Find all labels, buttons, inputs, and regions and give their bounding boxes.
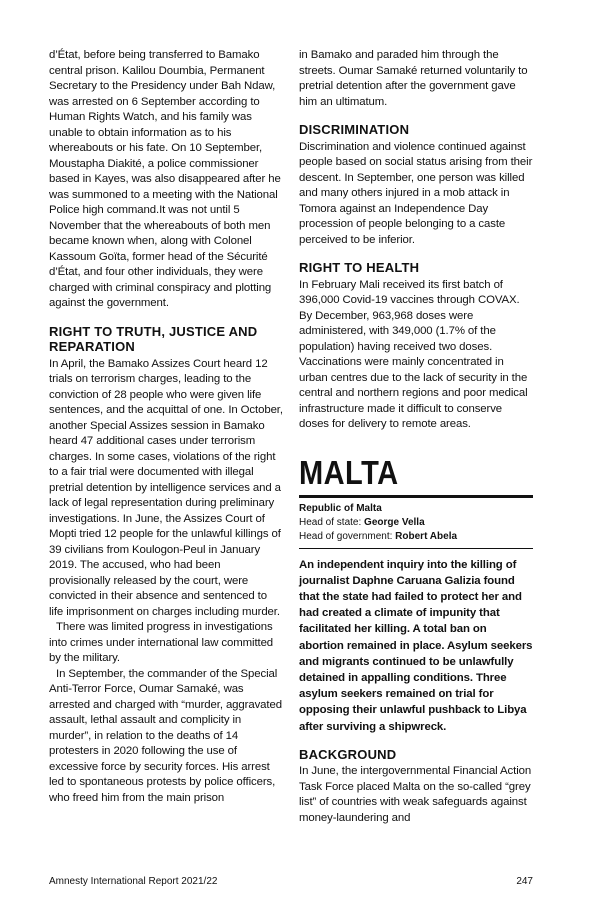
left-column [49, 48, 283, 806]
divider [299, 548, 533, 549]
body-paragraph: in Bamako and paraded him through the streets. Oumar Samaké returned voluntarily to pretrial detention after the government gave him an ultimatum. [299, 49, 528, 108]
country-title: MALTA [299, 453, 399, 491]
right-column [299, 48, 533, 826]
body-paragraph: In February Mali received its first batch of 396,000 Covid-19 vaccines through COVAX. By December, 963,968 doses were administered, with 349,000 (1.7% of the population) having received two doses. Vaccinations were mainly concentrated in urban centres due to the lack of security in the central and northern regions and poor medical infrastructure made it difficult to conserve doses for delivery to remote areas. [299, 278, 528, 430]
body-paragraph: There was limited progress in investigations into crimes under international law committed by the military. [49, 621, 274, 664]
head-of-government-label: Head of government: [299, 530, 393, 542]
footer-report-title: Amnesty International Report 2021/22 [49, 876, 218, 887]
body-paragraph: d’État, before being transferred to Bamako central prison. Kalilou Doumbia, Permanent Secretary to the Presidency under Bah Ndaw, was arrested on 6 September according to Human Rights Watch, and his family was unable to obtain information as to his whereabouts or his fate. On 10 September, Moustapha Diakité, a police commissioner based in Kayes, was also disappeared after he was summoned to a meeting with the National Police high command.It was not until 5 November that the whereabouts of both men became known when, along with Colonel Kassoum Goïta, former head of the Sécurité d’État, and four other individuals, they were charged with criminal conspiracy and plotting against the government. [49, 49, 281, 309]
section-heading-health: RIGHT TO HEALTH [299, 260, 420, 275]
body-paragraph: In June, the intergovernmental Financial Action Task Force placed Malta on the so-called “grey list” of countries with weak safeguards against money-laundering and [299, 765, 532, 824]
head-of-state-value: George Vella [364, 516, 425, 528]
page-number: 247 [516, 876, 533, 887]
body-paragraph: In September, the commander of the Special Anti-Terror Force, Oumar Samaké, was arrested and charged with “murder, aggravated assault, lethal assault and complicity in murder”, in relation to the deaths of 14 protesters in 2020 following the use of excessive force by security forces. His arrest led to spontaneous protests by police officers, who freed him from the main prison [49, 667, 282, 804]
head-of-state-line [299, 516, 533, 530]
section-heading-background: BACKGROUND [299, 746, 397, 762]
body-paragraph: In April, the Bamako Assizes Court heard 12 trials on terrorism charges, leading to the conviction of 28 people who were given life sentences, and the acquittal of one. In October, another Special Assizes session in Bamako heard 47 additional cases under terrorism charges. In some cases, violations of the right to a fair trial were documented with illegal pretrial detention by intelligence services and a lack of legal representation during preliminary investigations. In June, the Assizes Court of Mopti tried 12 people for the unlawful killings of 39 civilians from Koulogon-Peul in January 2019. The accused, who had been provisionally released by the court, were convicted in their absence and sentenced to life imprisonment on charges including murder. [49, 357, 283, 618]
head-of-state-label: Head of state: [299, 516, 362, 528]
country-official-name: Republic of Malta [299, 502, 382, 514]
head-of-government-line [299, 530, 533, 544]
country-meta [299, 502, 533, 544]
section-heading-truth-justice: RIGHT TO TRUTH, JUSTICE AND REPARATION [49, 323, 258, 354]
body-paragraph: Discrimination and violence continued against people based on social status arising from their descent. In September, one person was killed and many others injured in a mob attack in Tomora against an Independence Day procession of people belonging to a caste perceived to be inferior. [299, 140, 533, 246]
section-heading-discrimination: DISCRIMINATION [299, 122, 410, 137]
head-of-government-value: Robert Abela [395, 530, 458, 542]
divider [299, 495, 533, 498]
lead-summary: An independent inquiry into the killing of journalist Daphne Caruana Galizia found that the state had failed to protect her and had created a climate of impunity that facilitated her killing. A total ban on abortion remained in place. Asylum seekers and migrants continued to be unlawfully detained in appalling conditions. Three asylum seekers remained on trial for opposing their unlawful pushback to Libya after surviving a shipwreck. [299, 558, 533, 733]
